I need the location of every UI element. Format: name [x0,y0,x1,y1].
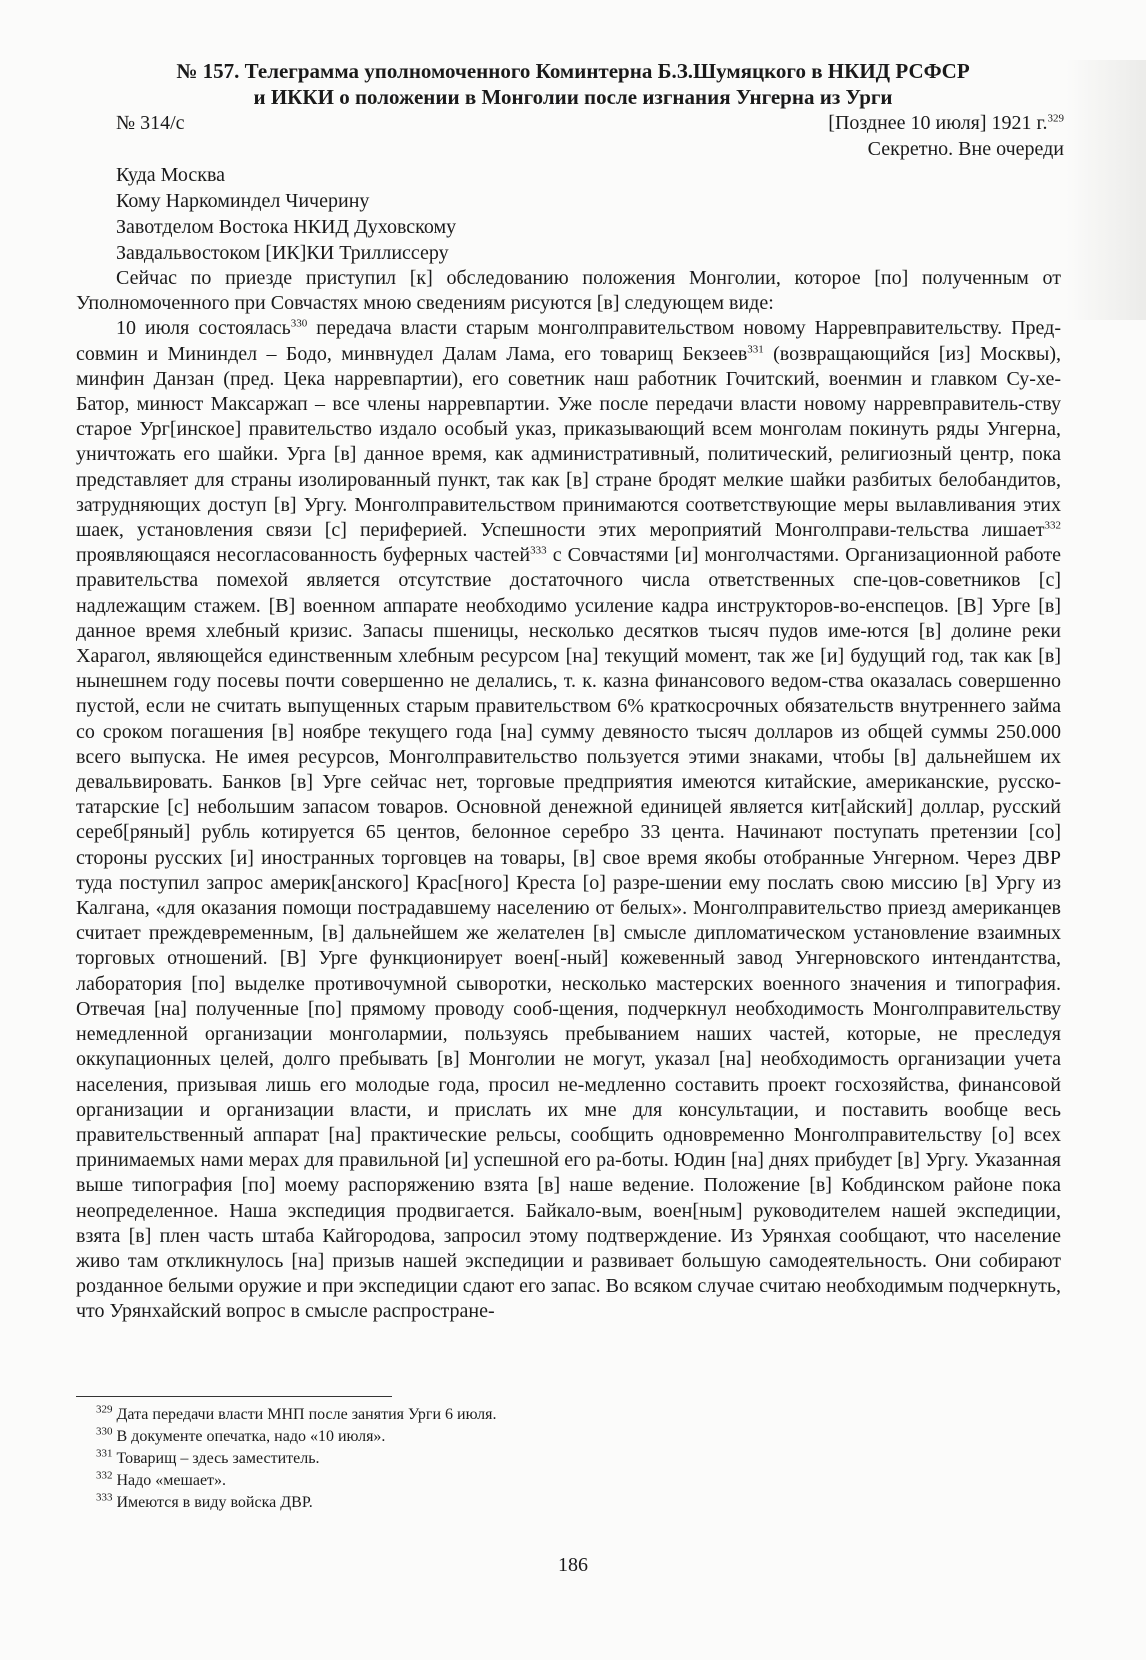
body-paragraph-2 [76,316,1061,1324]
footnotes [96,1404,497,1514]
addressee-line: Завотделом Востока НКИД Духовскому [116,216,457,238]
footnote-number: 333 [96,1491,113,1504]
classification-label: Секретно. Вне очереди [867,138,1064,160]
footnote-ref-332: 332 [1044,519,1061,532]
telegram-body [76,266,1061,1325]
addressee-line: Куда Москва [116,164,226,186]
footnote [96,1492,497,1514]
footnote-ref-331: 331 [747,342,764,355]
footnote-number: 329 [96,1403,113,1416]
text-run: проявляющаяся несогласованность буферных частей [76,544,531,567]
footnote-number: 332 [96,1469,113,1482]
date-text: [Позднее 10 июля] 1921 г. [828,112,1048,134]
footnote-text: Дата передачи власти МНП после занятия Урги 6 июля. [116,1406,497,1423]
page-number: 186 [558,1554,588,1576]
text-run: передача власти старым монголправительством новому Нарревправительству. Пред-совмин и Мининдел – Бодо, минвнудел Далам Лама, его товарищ Бекзеев [76,317,1061,365]
footnote-divider [76,1396,392,1397]
document-date [828,110,1064,136]
document-title-line-2: и ИККИ о положении в Монголии после изгнания Унгерна из Урги [253,85,893,109]
footnote-text: В документе опечатка, надо «10 июля». [116,1428,386,1445]
footnote [96,1404,497,1426]
text-run: 10 июля состоялась [116,317,291,340]
footnote [96,1426,497,1448]
footnote [96,1448,497,1470]
footnote-number: 330 [96,1425,113,1438]
footnote-ref-329: 329 [1047,112,1064,125]
page-edge-shadow [1066,60,1146,320]
footnote-text: Надо «мешает». [116,1472,227,1489]
footnote [96,1470,497,1492]
addressee-line: Кому Наркоминдел Чичерину [116,190,370,212]
body-paragraph-1: Сейчас по приезде приступил [к] обследованию положения Монголии, которое [по] полученным от Уполномоченного при Совчастях мною сведениям рисуются [в] следующем виде: [76,267,1061,315]
text-run: с Совчастями [и] монголчастями. Организационной работе правительства помехой является отсутствие достаточного числа ответственных спе-цов-советников [с] надлежащим стажем. [В] военном аппарате необходимо усиление кадра инструкторов-во-енспецов. [В] Урге [в] данное время хлебный кризис. Запасы пшеницы, несколько десятков тысяч пудов име-ются [в] долине реки Харагол, являющейся единственным хлебным ресурсом [на] текущий момент, так же [и] будущий год, так как [в] нынешнем году посевы почти совершенно не делались, т. к. казна финансового ведом-ства оказалась совершенно пустой, если не считать выпущенных старым правительством 6% краткосрочных обязательств внутреннего займа со сроком погашения [в] ноябре текущего года [на] сумму девяносто тысяч долларов из общей суммы 250.000 всего выпуска. Не имея ресурсов, Монголправительство пользуется этими знаками, чтобы [в] дальнейшем их девальвировать. Банков [в] Урге сейчас нет, торговые предприятия имеются китайские, американские, русско-татарские [с] небольшим запасом товаров. Основной денежной единицей является кит[айский] доллар, русский сереб[ряный] рубль котируется 65 центов, белонное серебро 33 цента. Начинают поступать претензии [со] стороны русских [и] иностранных торговцев на товары, [в] свое время якобы отобранные Унгерном. Через ДВР туда поступил запрос америк[анского] Крас[ного] Креста [о] разре-шении ему послать свою миссию [в] Ургу из Калгана, «для оказания помощи пострадавшему населению от белых». Монголправительство приезд американцев считает преждевременным, [в] дальнейшем же желателен [в] смысле дипломатическом установление взаимных торговых отношений. [В] Урге функционирует воен[-ный] кожевенный завод Унгерновского интендантства, лаборатория [по] выделке противочумной сыворотки, несколько мастерских военного значения и типография. Отвечая [на] полученные [по] прямому проводу сооб-щения, подчеркнул необходимость Монголправительству немедленной организации монголармии, пользуясь пребыванием наших частей, которые, не преследуя оккупационных целей, долго пребывать [в] Монголии не могут, указал [на] необходимость организации учета населения, призывая лишь его молодые года, просил не-медленно составить проект госхозяйства, финансовой организации и организации власти, и прислать их мне для консультации, и поставить вообще весь правительственный аппарат [на] практические рельсы, сообщить одновременно Монголправительству [о] всех принимаемых нами мерах для правильной [и] успешной его ра-боты. Юдин [на] днях прибудет [в] Ургу. Указанная выше типография [по] моему распоряжению взята [в] наше ведение. Положение [в] Кобдинском районе пока неопределенное. Наша экспедиция продвигается. Байкало-вым, воен[ным] руководителем нашей экспедиции, взята [в] плен часть штаба Кайгородова, запросил этому подтверждение. Из Урянхая сообщают, что население живо там откликнулось [на] призыв нашей экспедиции и развивает большую самодеятельность. Они собирают розданное белыми оружие и при экспедиции сдают его запас. Во всяком случае считаю необходимым подчеркнуть, что Урянхайский вопрос в смысле распростране- [76,544,1061,1323]
text-run: (возвращающийся [из] Москвы), минфин Данзан (пред. Цека нарревпартии), его советник наш работник Гочитский, военмин и главком Су-хе-Батор, минюст Максаржап – все члены нарревпартии. Уже после передачи власти новому нарревправитель-ству старое Ург[инское] правительство издало особый указ, приказывающий всем монголам покинуть ряды Унгерна, уничтожать его шайки. Урга [в] данное время, как административный, политический, религиозный центр, пока представляет для страны изолированный пункт, так как [в] стране бродят мелкие шайки разбитых белобандитов, затрудняющих доступ [в] Ургу. Монголправительством принимаются соответствующие меры вылавливания этих шаек, установления связи [с] периферией. Успешности этих мероприятий Монголправи-тельства лишает [76,342,1061,542]
document-title-line-1: № 157. Телеграмма уполномоченного Коминтерна Б.З.Шумяцкого в НКИД РСФСР [176,59,970,83]
footnote-ref-333: 333 [530,544,547,557]
document-number: № 314/с [116,112,185,134]
footnote-text: Товарищ – здесь заместитель. [116,1450,320,1467]
addressee-line: Завдальвостоком [ИК]КИ Триллиссеру [116,242,449,264]
footnote-number: 331 [96,1447,113,1460]
footnote-text: Имеются в виду войска ДВР. [116,1494,313,1511]
footnote-ref-330: 330 [290,317,308,330]
